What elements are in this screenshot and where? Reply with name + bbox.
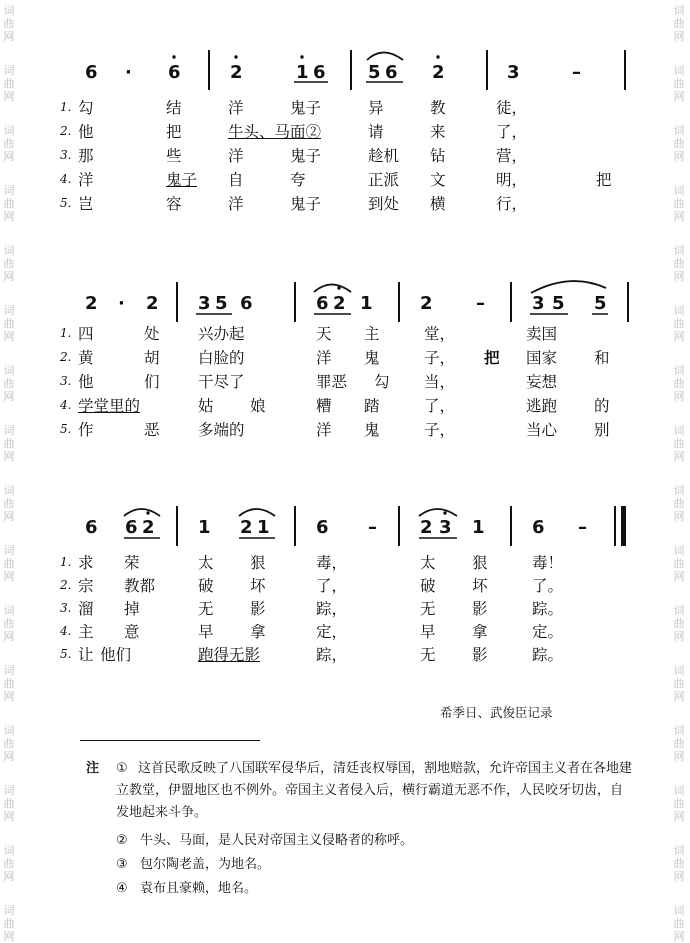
watermark-text: 词 曲 网: [3, 364, 15, 403]
footnote-mark-3: ③: [116, 857, 128, 872]
watermark-text: 词 曲 网: [3, 664, 15, 703]
footnote-mark-1: ①: [116, 761, 128, 776]
note: 6: [125, 517, 138, 538]
watermark-text: 词 曲 网: [673, 664, 685, 703]
note: 3: [198, 293, 211, 314]
watermark-text: 词 曲 网: [3, 904, 15, 943]
watermark-text: 词 曲 网: [673, 424, 685, 463]
note: 2: [432, 62, 445, 83]
watermark-text: 词 曲 网: [3, 844, 15, 883]
watermark-text: 词 曲 网: [673, 244, 685, 283]
note: 2: [146, 293, 159, 314]
watermark-text: 词 曲 网: [3, 64, 15, 103]
note: 6: [168, 62, 181, 83]
watermark-text: 词 曲 网: [3, 784, 15, 823]
transcriber-credit: 希季日、武俊臣记录: [440, 705, 553, 720]
watermark-text: 词 曲 网: [3, 4, 15, 43]
watermark-text: 词 曲 网: [3, 604, 15, 643]
note: 6: [240, 293, 253, 314]
note: 5: [368, 62, 381, 83]
note: 5: [552, 293, 565, 314]
watermark-text: 词 曲 网: [3, 724, 15, 763]
score-page: 词 曲 网 词 曲 网 词 曲 网 词 曲 网 词 曲 网 词 曲 网 词 曲 网 词 曲 网 词 曲 网 词 曲 网 词 曲 网 词 曲 网 词 曲 网 词 曲 网 词 曲 网 词 曲 网 词 曲 网 词 曲 网 词 曲 网 词 曲 网 词 曲 网 词 曲 网 词 曲 网 词 曲 网 词 曲 网 词 曲 网 词 曲 网 词 曲 网 词 曲 网 词 曲 网 词 曲 网 词 曲 网 6 · 6 2 1 6 5 6 2 3 – 1. 勾 结 洋 鬼子 异 教 徒， 2. 他 把 牛头、马面② 请 来 了， 3. 那 些 洋 鬼子 趁机 钻 营， 4. 洋 鬼子 自 夸 正派 文 明， 把 5. 岂 容 洋 鬼子 到处 横 行， 2 · 2 3 5 6 6 2 1 2 – 3 5 5 1. 四 处 兴办起 天 主 堂， 卖国 2. 黄 胡 白脸的 洋 鬼 子， 把 国家 和 3. 他 们 干尽了 罪恶 勾 当， 妄想 4. 学堂里的 姑 娘 糟 踏 了， 逃跑 的 5. 作 恶 多端的 洋 鬼 子， 当心 别 6 6 2 1 2 1 6 – 2 3 1 6 – 1. 求 荣 太 狠 毒， 太 狠 毒！ 2. 宗 教都 破 坏 了， 破 坏 了。 3. 溜 掉 无 影 踪， 无 影 踪。 4. 主 意 早 拿 定， 早 拿 定。 5. 让 他们 跑得无影 踪， 无 影 踪。 希季日、武俊臣记录 注 ① 这首民歌反映了八国联军侵华后，清廷丧权辱国，割地赔款，允许帝国主义者在各地建立教堂，伊盟地区也不例外。帝国主义者侵入后，横行霸道无恶不作，人民咬牙切齿，自发地起来斗争。 ② 牛头、马面，是人民对帝国主义侵略者的称呼。 ③ 包尔陶老盖，为地名。 ④ 袁布且豪赖，地名。: [0, 0, 690, 936]
note: 3: [532, 293, 545, 314]
watermark-text: 词 曲 网: [3, 184, 15, 223]
dot: ·: [125, 62, 132, 83]
note: 6: [532, 517, 545, 538]
note: 6: [313, 62, 326, 83]
footnote-mark-2: ②: [116, 833, 128, 848]
watermark-text: 词 曲 网: [673, 544, 685, 583]
footnote-1: 这首民歌反映了八国联军侵华后，清廷丧权辱国，割地赔款，允许帝国主义者在各地建立教堂，伊盟地区也不例外。帝国主义者侵入后，横行霸道无恶不作，人民咬牙切齿，自发地起来斗争。: [116, 761, 633, 820]
note: 2: [420, 293, 433, 314]
note: 6: [85, 62, 98, 83]
watermark-text: 词 曲 网: [673, 724, 685, 763]
slurs-and-dots: [0, 480, 690, 560]
watermark-text: 词 曲 网: [673, 184, 685, 223]
note: 6: [85, 517, 98, 538]
note: 5: [594, 293, 607, 314]
slurs-and-dots: [0, 0, 690, 120]
note: 3: [507, 62, 520, 83]
note: 1: [472, 517, 485, 538]
watermark-text: 词 曲 网: [673, 4, 685, 43]
note: 6: [385, 62, 398, 83]
note: 2: [420, 517, 433, 538]
watermark-text: 词 曲 网: [3, 244, 15, 283]
watermark-text: 词 曲 网: [673, 604, 685, 643]
note: 2: [240, 517, 253, 538]
note: 1: [360, 293, 373, 314]
watermark-text: 词 曲 网: [3, 484, 15, 523]
note: 2: [333, 293, 346, 314]
footnote-label: 注: [86, 761, 100, 776]
note: 6: [316, 293, 329, 314]
watermark-text: 词 曲 网: [673, 844, 685, 883]
note: 2: [142, 517, 155, 538]
dash: –: [476, 293, 485, 314]
footnote-mark-4: ④: [116, 881, 128, 896]
watermark-text: 词 曲 网: [673, 124, 685, 163]
dash: –: [368, 517, 377, 538]
note: 2: [230, 62, 243, 83]
dash: –: [572, 62, 581, 83]
footnote-4: 袁布且豪赖，地名。: [140, 881, 258, 896]
watermark-text: 词 曲 网: [673, 784, 685, 823]
watermark-text: 词 曲 网: [673, 364, 685, 403]
footnote-2: 牛头、马面，是人民对帝国主义侵略者的称呼。: [140, 833, 414, 848]
note: 1: [257, 517, 270, 538]
watermark-text: 词 曲 网: [3, 424, 15, 463]
dash: –: [578, 517, 587, 538]
footnote-3: 包尔陶老盖，为地名。: [140, 857, 271, 872]
footnote-divider: [80, 740, 260, 741]
note: 3: [439, 517, 452, 538]
watermark-text: 词 曲 网: [673, 64, 685, 103]
watermark-text: 词 曲 网: [3, 124, 15, 163]
watermark-text: 词 曲 网: [673, 484, 685, 523]
watermark-text: 词 曲 网: [673, 304, 685, 343]
note: 1: [198, 517, 211, 538]
note: 5: [215, 293, 228, 314]
note: 2: [85, 293, 98, 314]
slurs-and-dots: [0, 250, 690, 340]
watermark-text: 词 曲 网: [673, 904, 685, 943]
watermark-text: 词 曲 网: [3, 304, 15, 343]
dot: ·: [118, 293, 125, 314]
note: 1: [296, 62, 309, 83]
note: 6: [316, 517, 329, 538]
watermark-text: 词 曲 网: [3, 544, 15, 583]
